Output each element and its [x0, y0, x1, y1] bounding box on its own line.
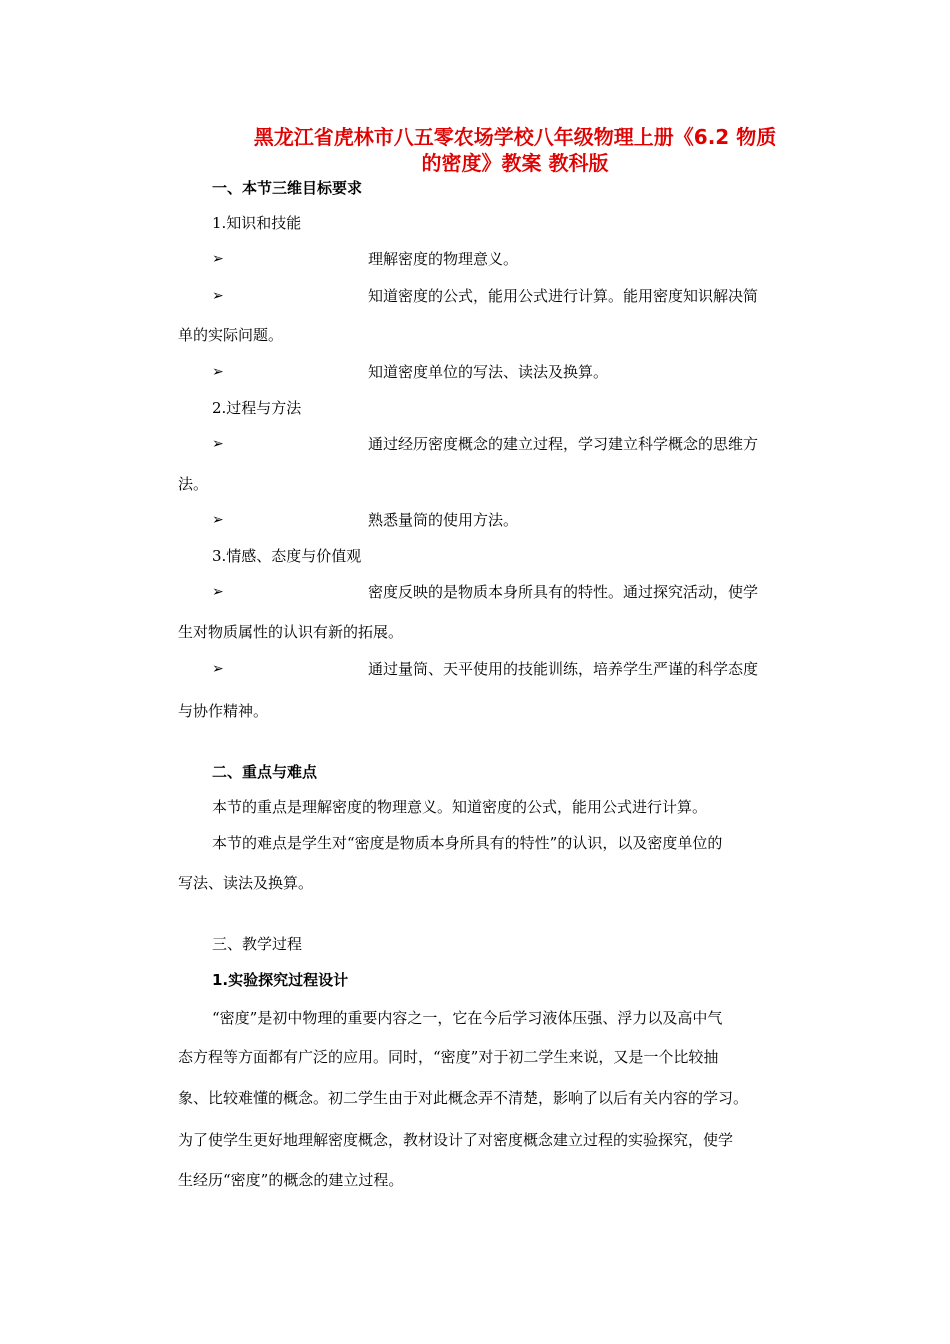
bullet-text-4-line1: 通过经历密度概念的建立过程，学习建立科学概念的思维方	[368, 435, 759, 453]
section3-heading: 三、教学过程	[212, 935, 303, 953]
bullet-icon: ➢	[212, 251, 224, 267]
bullet-text-7-line1: 通过量筒、天平使用的技能训练，培养学生严谨的科学态度	[368, 660, 759, 678]
bullet-text-3: 知道密度单位的写法、读法及换算。	[368, 363, 609, 381]
section2-paragraph-2-line2: 写法、读法及换算。	[178, 874, 314, 892]
bullet-text-4-line2: 法。	[178, 475, 209, 493]
section1-sub2: 2.过程与方法	[212, 399, 302, 417]
section2-paragraph-1: 本节的重点是理解密度的物理意义。知道密度的公式，能用公式进行计算。	[212, 798, 708, 816]
bullet-text-6-line1: 密度反映的是物质本身所具有的特性。通过探究活动，使学	[368, 583, 759, 601]
section1-sub1: 1.知识和技能	[212, 214, 302, 232]
section3-paragraph-line2: 态方程等方面都有广泛的应用。同时，“密度”对于初二学生来说，又是一个比较抽	[178, 1048, 719, 1066]
section1-heading: 一、本节三维目标要求	[212, 179, 363, 197]
bullet-text-2-line1: 知道密度的公式，能用公式进行计算。能用密度知识解决简	[368, 287, 759, 305]
bullet-text-5: 熟悉量筒的使用方法。	[368, 511, 519, 529]
bullet-icon: ➢	[212, 436, 224, 452]
bullet-text-1: 理解密度的物理意义。	[368, 250, 519, 268]
section3-paragraph-line3: 象、比较难懂的概念。初二学生由于对此概念弄不清楚，影响了以后有关内容的学习。	[178, 1089, 749, 1107]
bullet-text-6-line2: 生对物质属性的认识有新的拓展。	[178, 623, 404, 641]
bullet-icon: ➢	[212, 364, 224, 380]
document-title-line1: 黑龙江省虎林市八五零农场学校八年级物理上册《6.2 物质	[253, 125, 777, 149]
section2-heading: 二、重点与难点	[212, 763, 318, 781]
bullet-text-2-line2: 单的实际问题。	[178, 326, 284, 344]
document-title-line2: 的密度》教案 教科版	[421, 151, 609, 175]
section2-paragraph-2-line1: 本节的难点是学生对“密度是物质本身所具有的特性”的认识，以及密度单位的	[212, 834, 723, 852]
section3-paragraph-line1: “密度”是初中物理的重要内容之一，它在今后学习液体压强、浮力以及高中气	[212, 1009, 723, 1027]
section3-paragraph-line5: 生经历“密度”的概念的建立过程。	[178, 1171, 404, 1189]
bullet-icon: ➢	[212, 584, 224, 600]
section1-sub3: 3.情感、态度与价值观	[212, 547, 362, 565]
bullet-icon: ➢	[212, 661, 224, 677]
section3-sub1: 1.实验探究过程设计	[212, 971, 349, 989]
bullet-text-7-line2: 与协作精神。	[178, 702, 269, 720]
bullet-icon: ➢	[212, 512, 224, 528]
section3-paragraph-line4: 为了使学生更好地理解密度概念，教材设计了对密度概念建立过程的实验探究，使学	[178, 1131, 734, 1149]
bullet-icon: ➢	[212, 288, 224, 304]
